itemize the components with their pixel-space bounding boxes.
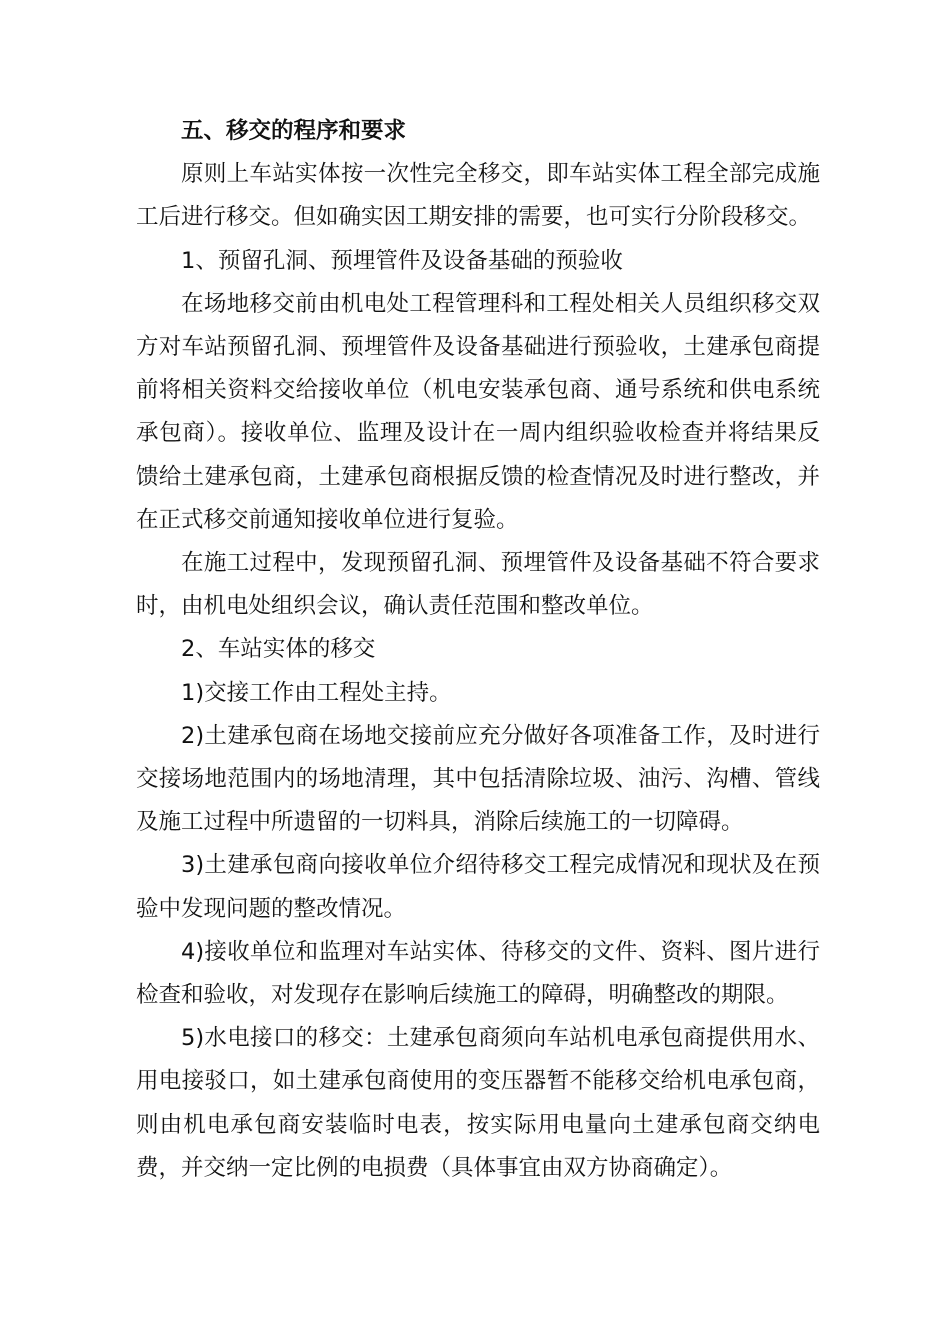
- list-item-4: 4)接收单位和监理对车站实体、待移交的文件、资料、图片进行检查和验收，对发现存在影响后续施工的障碍，明确整改的期限。: [136, 938, 820, 1009]
- document-body: [136, 110, 820, 1190]
- list-item-3: 3)土建承包商向接收单位介绍待移交工程完成情况和现状及在预验中发现问题的整改情况。: [136, 852, 820, 922]
- paragraph-principle: 原则上车站实体按一次性完全移交，即车站实体工程全部完成施工后进行移交。但如确实因工期安排的需要，也可实行分阶段移交。: [136, 161, 820, 231]
- paragraph-pre-acceptance-process: 在场地移交前由机电处工程管理科和工程处相关人员组织移交双方对车站预留孔洞、预埋管件及设备基础进行预验收，土建承包商提前将相关资料交给接收单位（机电安装承包商、通号系统和供电系统承包商）。接收单位、监理及设计在一周内组织验收检查并将结果反馈给土建承包商，土建承包商根据反馈的检查情况及时进行整改，并在正式移交前通知接收单位进行复验。: [136, 290, 820, 533]
- subheading-station-handover: 2、车站实体的移交: [181, 636, 376, 663]
- section-heading: 五、移交的程序和要求: [181, 118, 407, 144]
- list-item-5: 5)水电接口的移交：土建承包商须向车站机电承包商提供用水、用电接驳口，如土建承包商使用的变压器暂不能移交给机电承包商，则由机电承包商安装临时电表，按实际用电量向土建承包商交纳电费，并交纳一定比例的电损费（具体事宜由双方协商确定）。: [136, 1025, 820, 1181]
- subheading-pre-acceptance: 1、预留孔洞、预埋管件及设备基础的预验收: [181, 247, 623, 274]
- list-item-2: 2)土建承包商在场地交接前应充分做好各项准备工作，及时进行交接场地范围内的场地清理，其中包括清除垃圾、油污、沟槽、管线及施工过程中所遗留的一切料具，消除后续施工的一切障碍。: [136, 722, 820, 836]
- list-item-1: 1)交接工作由工程处主持。: [181, 679, 452, 706]
- paragraph-nonconformity: 在施工过程中，发现预留孔洞、预埋管件及设备基础不符合要求时，由机电处组织会议，确认责任范围和整改单位。: [136, 550, 820, 620]
